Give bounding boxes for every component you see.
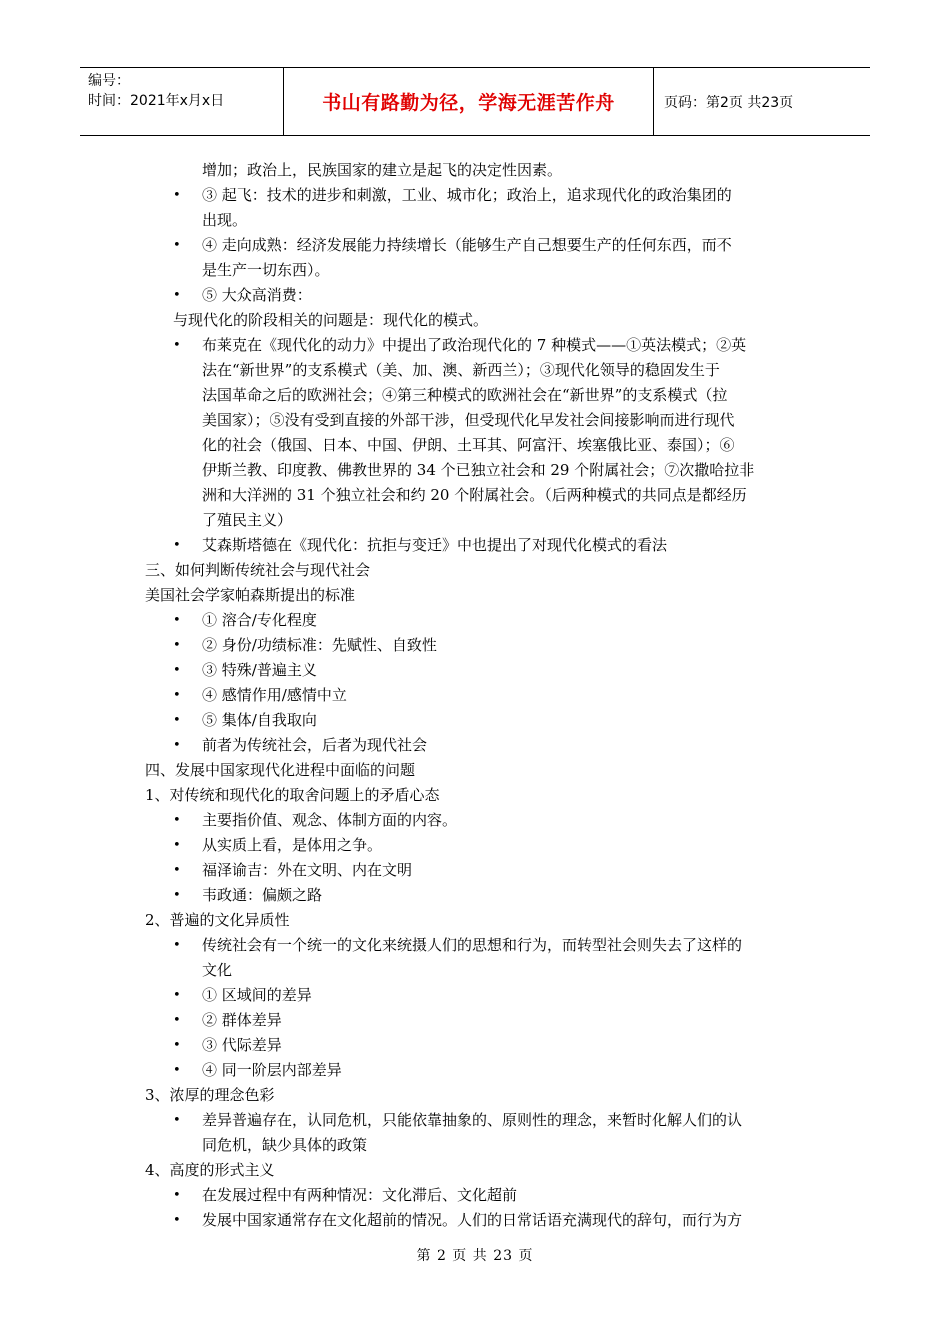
bullet-icon: •	[173, 638, 181, 653]
bullet-text: ④ 同一阶层内部差异	[202, 1061, 342, 1079]
bullet-icon: •	[173, 288, 181, 303]
bullet-icon: •	[173, 1038, 181, 1053]
bullet-item	[145, 808, 815, 833]
bullet-text: 差异普遍存在，认同危机，只能依靠抽象的、原则性的理念，来暂时化解人们的认	[202, 1111, 743, 1129]
bullet-item	[145, 1183, 815, 1208]
bullet-item	[145, 833, 815, 858]
bullet-item	[145, 1033, 815, 1058]
bullet-item	[145, 858, 815, 883]
bullet-text: 布莱克在《现代化的动力》中提出了政治现代化的 7 种模式——①英法模式；②英	[202, 336, 747, 354]
bullet-text: 在发展过程中有两种情况：文化滞后、文化超前	[202, 1186, 518, 1204]
text-line: 同危机，缺少具体的政策	[202, 1136, 368, 1154]
bullet-item	[145, 983, 815, 1008]
text-line: 了殖民主义）	[202, 511, 293, 529]
header-page-info: 页码：第2页 共23页	[664, 94, 794, 111]
bullet-text: 前者为传统社会，后者为现代社会	[202, 736, 428, 754]
bullet-icon: •	[173, 988, 181, 1003]
bullet-text: ② 身份/功绩标准：先赋性、自致性	[202, 636, 437, 654]
bullet-icon: •	[173, 338, 181, 353]
bullet-text: ③ 代际差异	[202, 1036, 282, 1054]
text-line: 与现代化的阶段相关的问题是：现代化的模式。	[173, 311, 489, 329]
bullet-item	[145, 533, 815, 558]
bullet-text: ① 溶合/专化程度	[202, 611, 317, 629]
text-line: 洲和大洋洲的 31 个独立社会和约 20 个附属社会。（后两种模式的共同点是都经历	[202, 486, 747, 504]
bullet-text: ⑤ 集体/自我取向	[202, 711, 317, 729]
bullet-icon: •	[173, 663, 181, 678]
bullet-text: 福泽谕吉：外在文明、内在文明	[202, 861, 413, 879]
header-meta	[80, 68, 284, 135]
bullet-text: 发展中国家通常存在文化超前的情况。人们的日常话语充满现代的辞句，而行为方	[202, 1211, 743, 1229]
bullet-icon: •	[173, 813, 181, 828]
page-header	[80, 67, 870, 136]
bullet-item	[145, 658, 815, 683]
bullet-item	[145, 183, 815, 208]
bullet-icon: •	[173, 1188, 181, 1203]
subsection-heading: 1、对传统和现代化的取舍问题上的矛盾心态	[145, 786, 440, 804]
text-line: 美国家）；⑤没有受到直接的外部干涉，但受现代化早发社会间接影响而进行现代	[202, 411, 735, 429]
bullet-item	[145, 1058, 815, 1083]
bullet-item	[145, 1108, 815, 1133]
text-line: 化的社会（俄国、日本、中国、伊朗、土耳其、阿富汗、埃塞俄比亚、泰国）；⑥	[202, 436, 735, 454]
subsection-heading: 2、普遍的文化异质性	[145, 911, 290, 929]
bullet-icon: •	[173, 713, 181, 728]
bullet-icon: •	[173, 738, 181, 753]
text-line: 文化	[202, 961, 233, 979]
bullet-icon: •	[173, 613, 181, 628]
bullet-item	[145, 283, 815, 308]
bullet-text: 艾森斯塔德在《现代化：抗拒与变迁》中也提出了对现代化模式的看法	[202, 536, 668, 554]
text-line: 法国革命之后的欧洲社会；④第三种模式的欧洲社会在“新世界”的支系模式（拉	[202, 386, 728, 404]
bullet-icon: •	[173, 688, 181, 703]
text-line: 出现。	[202, 211, 248, 229]
bullet-icon: •	[173, 863, 181, 878]
bullet-text: 传统社会有一个统一的文化来统摄人们的思想和行为，而转型社会则失去了这样的	[202, 936, 743, 954]
section-heading: 三、如何判断传统社会与现代社会	[145, 561, 371, 579]
bullet-item	[145, 608, 815, 633]
number-label: 编号：	[88, 73, 130, 89]
bullet-item	[145, 1208, 815, 1233]
bullet-text: ⑤ 大众高消费：	[202, 286, 312, 304]
bullet-item	[145, 683, 815, 708]
subsection-heading: 3、浓厚的理念色彩	[145, 1086, 275, 1104]
text-line: 伊斯兰教、印度教、佛教世界的 34 个已独立社会和 29 个附属社会；⑦次撒哈拉非	[202, 461, 755, 479]
bullet-icon: •	[173, 538, 181, 553]
bullet-icon: •	[173, 1213, 181, 1228]
bullet-text: ③ 特殊/普遍主义	[202, 661, 317, 679]
bullet-text: ④ 感情作用/感情中立	[202, 686, 347, 704]
text-line: 美国社会学家帕森斯提出的标准	[145, 586, 356, 604]
bullet-icon: •	[173, 838, 181, 853]
subsection-heading: 4、高度的形式主义	[145, 1161, 275, 1179]
bullet-item	[145, 883, 815, 908]
bullet-item	[145, 333, 815, 358]
bullet-icon: •	[173, 238, 181, 253]
date-label: 时间：2021年x月x日	[88, 93, 225, 109]
bullet-icon: •	[173, 1063, 181, 1078]
document-body	[145, 158, 815, 1233]
section-heading: 四、发展中国家现代化进程中面临的问题	[145, 761, 416, 779]
text-line: 法在“新世界”的支系模式（美、加、澳、新西兰）；③现代化领导的稳固发生于	[202, 361, 720, 379]
bullet-item	[145, 733, 815, 758]
bullet-item	[145, 708, 815, 733]
bullet-item	[145, 933, 815, 958]
bullet-text: 从实质上看，是体用之争。	[202, 836, 383, 854]
bullet-icon: •	[173, 1113, 181, 1128]
bullet-icon: •	[173, 888, 181, 903]
bullet-text: ③ 起飞：技术的进步和刺激，工业、城市化；政治上，追求现代化的政治集团的	[202, 186, 732, 204]
bullet-item	[145, 233, 815, 258]
text-line: 增加；政治上，民族国家的建立是起飞的决定性因素。	[202, 161, 563, 179]
bullet-icon: •	[173, 938, 181, 953]
header-motto: 书山有路勤为径，学海无涯苦作舟	[284, 68, 654, 135]
bullet-text: 韦政通：偏颇之路	[202, 886, 323, 904]
bullet-item	[145, 633, 815, 658]
bullet-icon: •	[173, 188, 181, 203]
bullet-item	[145, 1008, 815, 1033]
bullet-icon: •	[173, 1013, 181, 1028]
bullet-text: 主要指价值、观念、体制方面的内容。	[202, 811, 458, 829]
bullet-text: ① 区域间的差异	[202, 986, 312, 1004]
bullet-text: ④ 走向成熟：经济发展能力持续增长（能够生产自己想要生产的任何东西，而不	[202, 236, 732, 254]
bullet-text: ② 群体差异	[202, 1011, 282, 1029]
text-line: 是生产一切东西）。	[202, 261, 330, 279]
page-footer: 第 2 页 共 23 页	[416, 1248, 534, 1264]
